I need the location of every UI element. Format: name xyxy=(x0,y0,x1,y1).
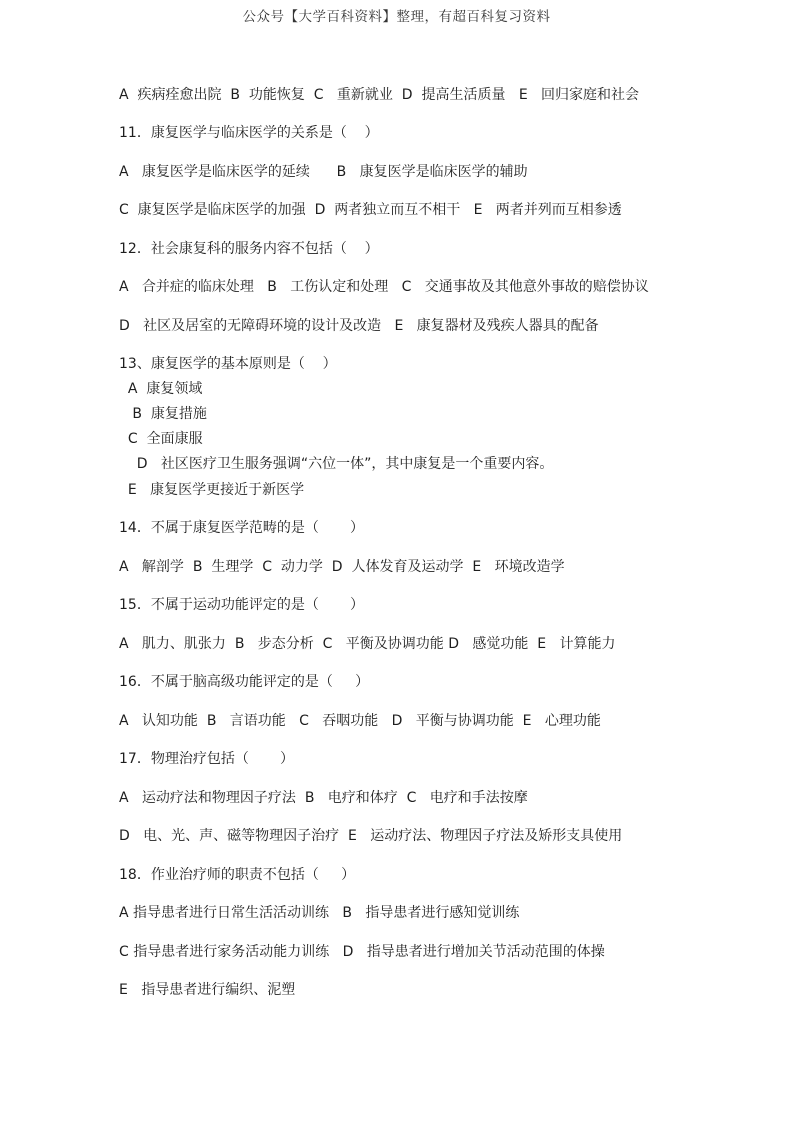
q13-option-a: A 康复领域 xyxy=(119,381,203,397)
q13-option-e: E 康复医学更接近于新医学 xyxy=(119,482,305,498)
q13-question: 13、康复医学的基本原则是（ ） xyxy=(119,356,337,372)
q14-options: A 解剖学 B 生理学 C 动力学 D 人体发育及运动学 E 环境改造学 xyxy=(119,559,565,575)
q10-options: A 疾病痊愈出院 B 功能恢复 C 重新就业 D 提高生活质量 E 回归家庭和社会 xyxy=(119,87,640,103)
q18-option-e: E 指导患者进行编织、泥塑 xyxy=(119,982,296,998)
q12-question: 12．社会康复科的服务内容不包括（ ） xyxy=(119,241,379,257)
q11-options-cde: C 康复医学是临床医学的加强 D 两者独立而互不相干 E 两者并列而互相参透 xyxy=(119,202,622,218)
q14-question: 14．不属于康复医学范畴的是（ ） xyxy=(119,520,364,536)
q13-option-b: B 康复措施 xyxy=(119,406,207,422)
q15-question: 15．不属于运动功能评定的是（ ） xyxy=(119,597,364,613)
q18-options-ab: A 指导患者进行日常生活活动训练 B 指导患者进行感知觉训练 xyxy=(119,905,520,921)
q11-options-ab: A 康复医学是临床医学的延续 B 康复医学是临床医学的辅助 xyxy=(119,164,528,180)
q16-options: A 认知功能 B 言语功能 C 吞咽功能 D 平衡与协调功能 E 心理功能 xyxy=(119,713,601,729)
q17-options-abc: A 运动疗法和物理因子疗法 B 电疗和体疗 C 电疗和手法按摩 xyxy=(119,790,528,806)
q16-question: 16．不属于脑高级功能评定的是（ ） xyxy=(119,674,370,690)
q12-options-de: D 社区及居室的无障碍环境的设计及改造 E 康复器材及残疾人器具的配备 xyxy=(119,318,599,334)
page-header: 公众号【大学百科资料】整理，有超百科复习资料 xyxy=(242,9,551,25)
q13-option-d: D 社区医疗卫生服务强调“六位一体”，其中康复是一个重要内容。 xyxy=(119,456,554,472)
q15-options: A 肌力、肌张力 B 步态分析 C 平衡及协调功能 D 感觉功能 E 计算能力 xyxy=(119,636,616,652)
q17-question: 17．物理治疗包括（ ） xyxy=(119,751,294,767)
q18-options-cd: C 指导患者进行家务活动能力训练 D 指导患者进行增加关节活动范围的体操 xyxy=(119,944,605,960)
q17-options-de: D 电、光、声、磁等物理因子治疗 E 运动疗法、物理因子疗法及矫形支具使用 xyxy=(119,828,623,844)
q11-question: 11．康复医学与临床医学的关系是（ ） xyxy=(119,125,379,141)
q18-question: 18．作业治疗师的职责不包括（ ） xyxy=(119,867,356,883)
q12-options-abc: A 合并症的临床处理 B 工伤认定和处理 C 交通事故及其他意外事故的赔偿协议 xyxy=(119,279,649,295)
q13-option-c: C 全面康服 xyxy=(119,431,203,447)
